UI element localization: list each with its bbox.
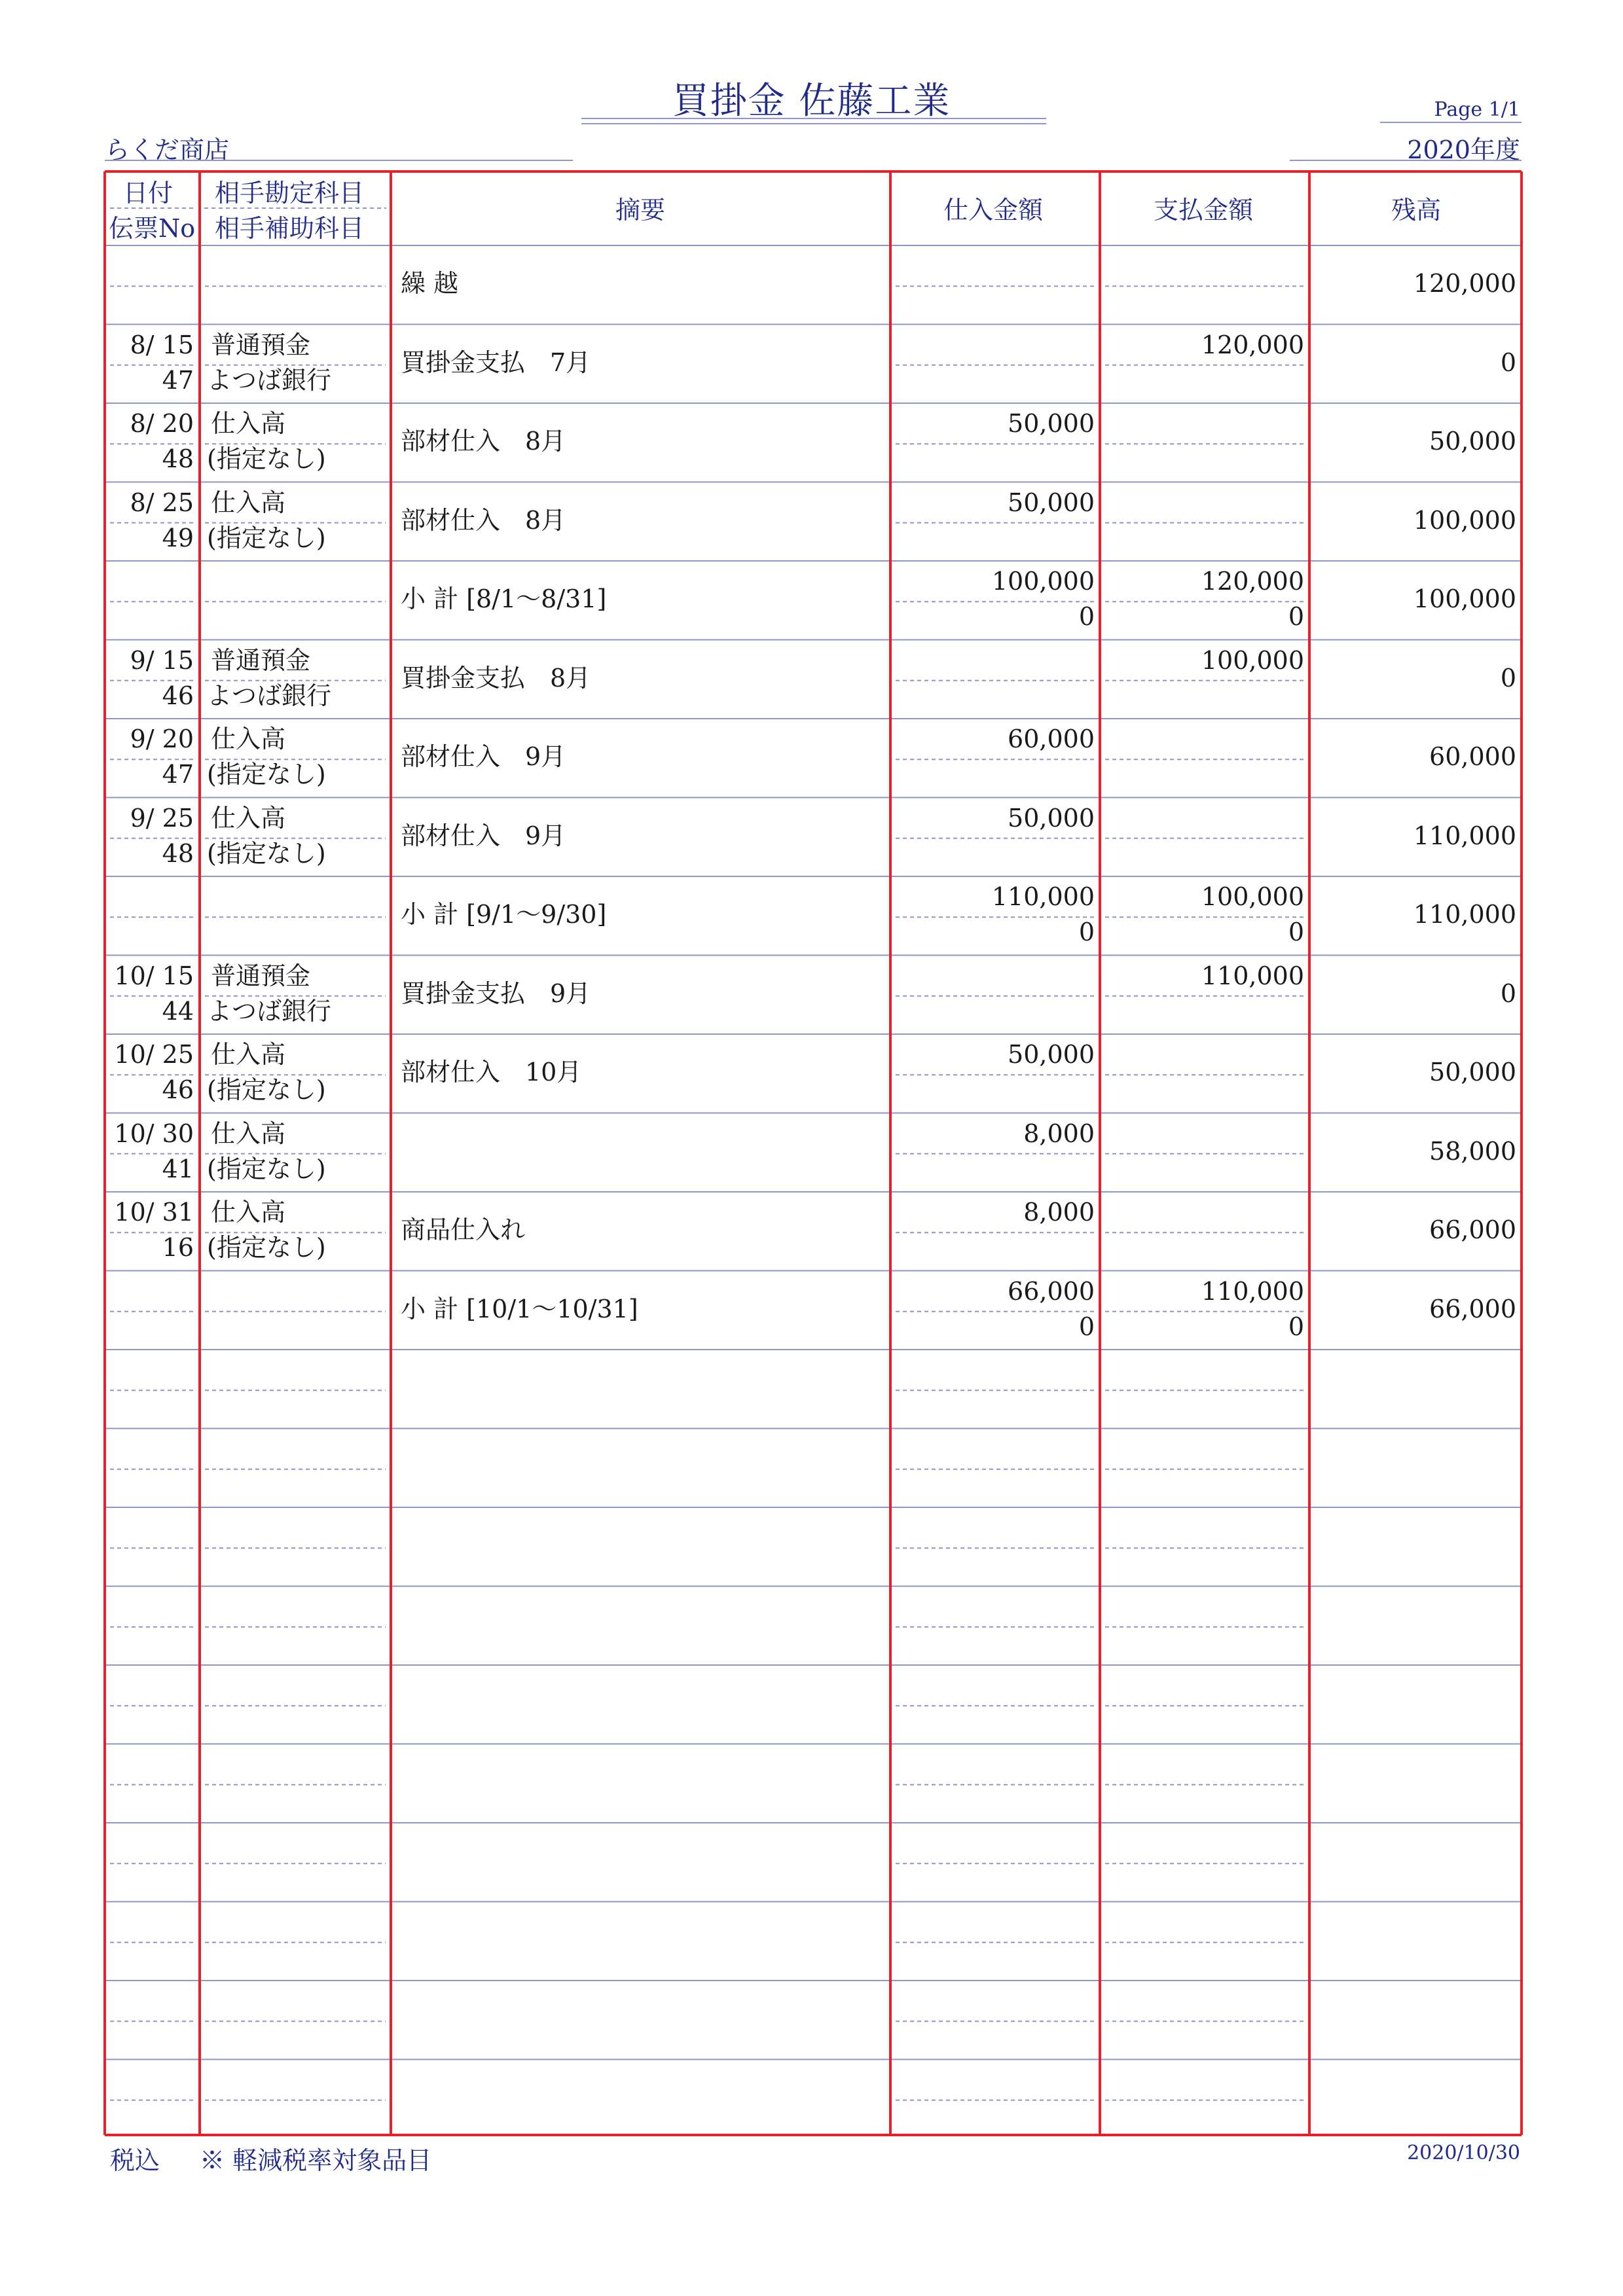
row-date: 10/ 15 <box>114 961 194 990</box>
row-payment-2: 0 <box>1288 918 1304 946</box>
row-payment: 110,000 <box>1201 961 1304 990</box>
row-account: 仕入高 <box>211 1040 286 1069</box>
row-purchase: 8,000 <box>1023 1198 1095 1227</box>
row-sub-account: (指定なし) <box>207 444 326 473</box>
row-description: 部材仕入 10月 <box>401 1058 582 1086</box>
row-payment-2: 0 <box>1288 602 1304 631</box>
row-description: 商品仕入れ <box>401 1215 526 1244</box>
row-sub-account: (指定なし) <box>207 760 326 789</box>
page-number: Page 1/1 <box>1434 98 1520 121</box>
row-purchase-2: 0 <box>1078 1312 1095 1341</box>
row-slip-no: 47 <box>162 365 194 395</box>
row-slip-no: 46 <box>162 1075 194 1104</box>
row-balance: 60,000 <box>1429 742 1516 771</box>
header-purchase: 仕入金額 <box>943 196 1044 224</box>
row-slip-no: 48 <box>162 838 194 868</box>
row-purchase: 50,000 <box>1008 803 1095 833</box>
row-slip-no: 44 <box>162 996 194 1026</box>
row-description: 買掛金支払 8月 <box>401 663 591 692</box>
row-description: 部材仕入 8月 <box>401 427 566 456</box>
row-balance: 110,000 <box>1413 821 1516 850</box>
row-balance: 66,000 <box>1429 1215 1516 1244</box>
row-account: 普通預金 <box>211 645 311 675</box>
row-description: 小 計 [9/1～9/30] <box>401 900 607 929</box>
row-date: 8/ 15 <box>130 330 194 359</box>
header-slip-no: 伝票No <box>109 214 196 243</box>
row-balance: 110,000 <box>1413 900 1516 929</box>
row-purchase: 66,000 <box>1008 1276 1095 1306</box>
row-description: 小 計 [10/1～10/31] <box>401 1294 638 1323</box>
row-purchase-2: 0 <box>1078 918 1095 946</box>
page-title: 買掛金 佐藤工業 <box>672 80 951 122</box>
row-account: 普通預金 <box>211 330 311 359</box>
row-date: 8/ 25 <box>130 488 194 517</box>
row-sub-account: (指定なし) <box>207 1075 326 1104</box>
row-purchase-2: 0 <box>1078 602 1095 631</box>
row-balance: 66,000 <box>1429 1294 1516 1323</box>
row-payment: 120,000 <box>1201 330 1304 359</box>
row-sub-account: よつば銀行 <box>207 365 332 395</box>
row-sub-account: よつば銀行 <box>207 681 332 710</box>
row-payment: 100,000 <box>1201 882 1304 911</box>
row-balance: 120,000 <box>1413 269 1516 298</box>
row-sub-account: (指定なし) <box>207 838 326 868</box>
row-slip-no: 46 <box>162 681 194 710</box>
header-date: 日付 <box>123 179 173 207</box>
row-sub-account: よつば銀行 <box>207 996 332 1026</box>
row-payment-2: 0 <box>1288 1312 1304 1341</box>
print-date: 2020/10/30 <box>1407 2142 1520 2164</box>
row-slip-no: 49 <box>162 523 194 552</box>
row-account: 普通預金 <box>211 961 311 990</box>
row-purchase: 50,000 <box>1008 1040 1095 1069</box>
row-balance: 0 <box>1500 663 1516 692</box>
row-slip-no: 47 <box>162 760 194 789</box>
row-account: 仕入高 <box>211 409 286 438</box>
row-date: 10/ 30 <box>114 1119 194 1148</box>
row-balance: 0 <box>1500 348 1516 377</box>
row-account: 仕入高 <box>211 725 286 753</box>
row-account: 仕入高 <box>211 803 286 833</box>
row-date: 9/ 25 <box>130 803 194 833</box>
row-description: 買掛金支払 7月 <box>401 348 591 377</box>
row-purchase: 60,000 <box>1008 725 1095 753</box>
row-balance: 0 <box>1500 978 1516 1008</box>
row-date: 9/ 15 <box>130 645 194 675</box>
row-balance: 58,000 <box>1429 1136 1516 1166</box>
row-description: 小 計 [8/1～8/31] <box>401 584 607 613</box>
header-sub-account: 相手補助科目 <box>215 214 365 243</box>
row-balance: 50,000 <box>1429 427 1516 456</box>
row-purchase: 100,000 <box>991 567 1095 596</box>
row-account: 仕入高 <box>211 1119 286 1148</box>
row-balance: 100,000 <box>1413 584 1516 613</box>
row-purchase: 50,000 <box>1008 488 1095 517</box>
row-account: 仕入高 <box>211 1198 286 1227</box>
row-description: 部材仕入 9月 <box>401 742 566 771</box>
row-purchase: 8,000 <box>1023 1119 1095 1148</box>
row-date: 10/ 25 <box>114 1040 194 1069</box>
row-purchase: 50,000 <box>1008 409 1095 438</box>
row-description: 部材仕入 9月 <box>401 821 566 850</box>
header-description: 摘要 <box>615 196 666 224</box>
fiscal-year: 2020年度 <box>1407 135 1520 164</box>
tax-label: 税込 <box>110 2146 160 2175</box>
company-name: らくだ商店 <box>105 135 230 164</box>
row-description: 買掛金支払 9月 <box>401 978 591 1008</box>
row-slip-no: 48 <box>162 444 194 473</box>
row-description: 繰 越 <box>401 269 459 298</box>
row-balance: 100,000 <box>1413 505 1516 535</box>
row-date: 8/ 20 <box>130 409 194 438</box>
reduced-tax-note: ※ 軽減税率対象品目 <box>200 2146 432 2175</box>
row-date: 10/ 31 <box>114 1198 194 1227</box>
header-payment: 支払金額 <box>1154 196 1254 224</box>
row-date: 9/ 20 <box>130 725 194 753</box>
row-payment: 120,000 <box>1201 567 1304 596</box>
row-slip-no: 41 <box>162 1154 194 1183</box>
row-sub-account: (指定なし) <box>207 1233 326 1262</box>
row-purchase: 110,000 <box>991 882 1095 911</box>
header-balance: 残高 <box>1391 196 1442 224</box>
row-payment: 100,000 <box>1201 645 1304 675</box>
row-payment: 110,000 <box>1201 1276 1304 1306</box>
header-account: 相手勘定科目 <box>215 179 365 207</box>
row-sub-account: (指定なし) <box>207 523 326 552</box>
row-account: 仕入高 <box>211 488 286 517</box>
row-slip-no: 16 <box>162 1233 194 1262</box>
row-description: 部材仕入 8月 <box>401 505 566 535</box>
row-balance: 50,000 <box>1429 1058 1516 1086</box>
row-sub-account: (指定なし) <box>207 1154 326 1183</box>
